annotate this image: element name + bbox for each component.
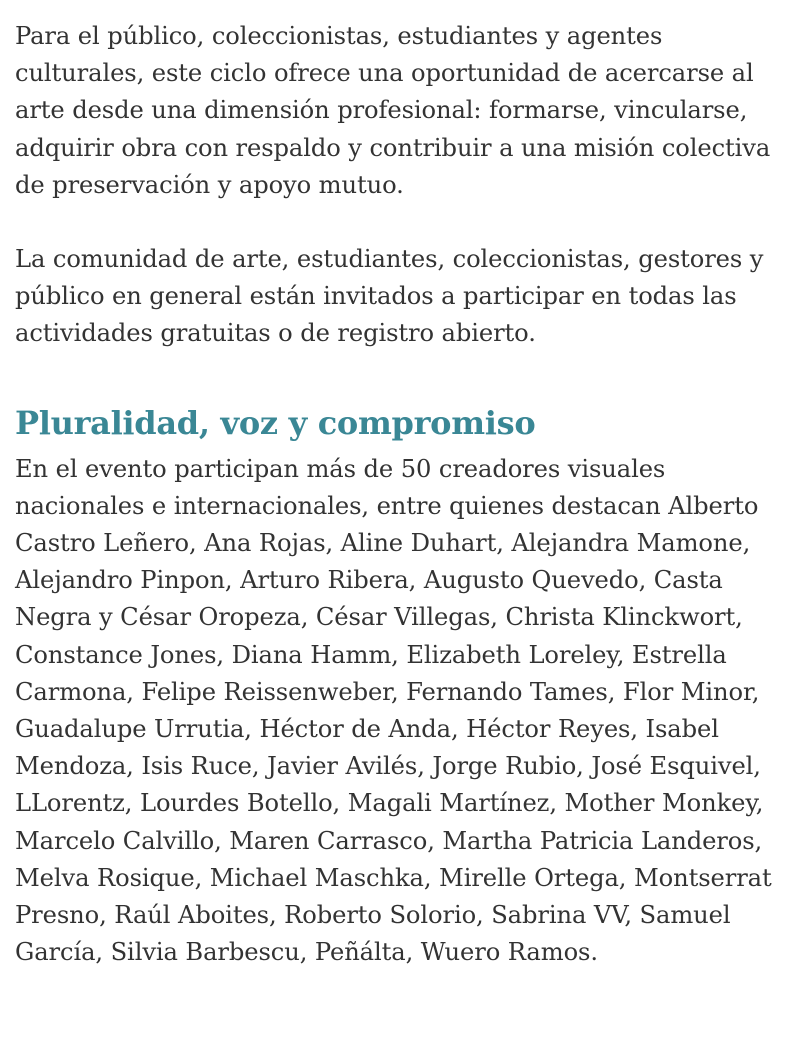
section-heading: Pluralidad, voz y compromiso xyxy=(15,403,536,442)
participants-section xyxy=(15,403,786,972)
invitation-paragraph: La comunidad de arte, estudiantes, coleccionistas, gestores y público en general están invitados a participar en todas las actividades gratuitas o de registro abierto. xyxy=(15,245,764,348)
intro-paragraph: Para el público, coleccionistas, estudiantes y agentes culturales, este ciclo ofrece una oportunidad de acercarse al arte desde una dimensión profesional: formarse, vincularse, adquirir obra con respaldo y contribuir a una misión colectiva de preservación y apoyo mutuo. xyxy=(15,22,771,199)
participants-paragraph: En el evento participan más de 50 creadores visuales nacionales e internacionales, entre quienes destacan Alberto Castro Leñero, Ana Rojas, Aline Duhart, Alejandra Mamone, Alejandro Pinpon, Arturo Ribera, Augusto Quevedo, Casta Negra y César Oropeza, César Villegas, Christa Klinckwort, Constance Jones, Diana Hamm, Elizabeth Loreley, Estrella Carmona, Felipe Reissenweber, Fernando Tames, Flor Minor, Guadalupe Urrutia, Héctor de Anda, Héctor Reyes, Isabel Mendoza, Isis Ruce, Javier Avilés, Jorge Rubio, José Esquivel, LLorentz, Lourdes Botello, Magali Martínez, Mother Monkey, Marcelo Calvillo, Maren Carrasco, Martha Patricia Landeros, Melva Rosique, Michael Maschka, Mirelle Ortega, Montserrat Presno, Raúl Aboites, Roberto Solorio, Sabrina VV, Samuel García, Silvia Barbescu, Peñálta, Wuero Ramos. xyxy=(15,454,772,967)
